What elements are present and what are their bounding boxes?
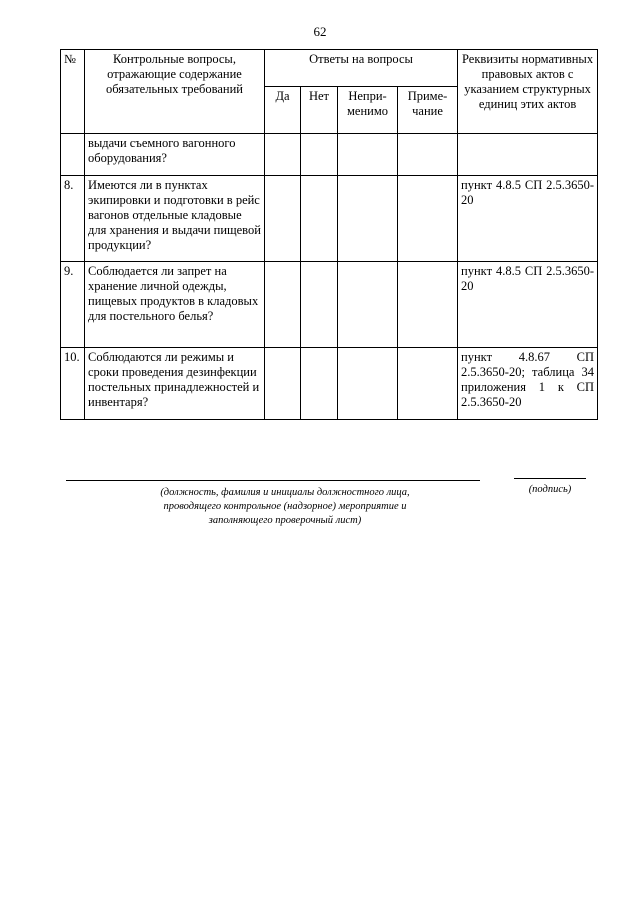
row-question: Соблюдаются ли режимы и сроки проведения дезинфекции постельных принадлежностей и инвентаря? <box>85 348 265 420</box>
header-questions: Контрольные вопросы, отражающие содержание обязательных требований <box>85 50 265 134</box>
page-number: 62 <box>313 24 327 39</box>
row-question: Имеются ли в пунктах экипировки и подготовки в рейс вагонов отдельные кладовые для хранения и выдачи пищевой продукции? <box>85 176 265 262</box>
answer-yes-cell <box>265 348 301 420</box>
answer-note-cell <box>398 134 458 176</box>
answer-no-cell <box>301 134 338 176</box>
table-row <box>61 134 598 176</box>
header-number: № <box>61 50 85 134</box>
row-number: 9. <box>61 262 85 348</box>
row-number <box>61 134 85 176</box>
official-signature-line <box>66 480 480 481</box>
header-requisites: Реквизиты нормативных правовых актов с указанием структурных единиц этих актов <box>458 50 598 134</box>
answer-note-cell <box>398 348 458 420</box>
header-answers: Ответы на вопросы <box>265 50 458 87</box>
answer-not-applicable-cell <box>338 262 398 348</box>
answer-yes-cell <box>265 176 301 262</box>
answer-not-applicable-cell <box>338 176 398 262</box>
table-row <box>61 348 598 420</box>
table-row <box>61 262 598 348</box>
row-requisites: пункт 4.8.5 СП 2.5.3650-20 <box>458 262 598 348</box>
answer-no-cell <box>301 176 338 262</box>
answer-note-cell <box>398 262 458 348</box>
checklist-table <box>60 49 598 420</box>
header-answer-note: Приме-чание <box>398 87 458 134</box>
table-row <box>61 176 598 262</box>
answer-note-cell <box>398 176 458 262</box>
signature-caption: (подпись) <box>528 484 572 495</box>
row-number: 8. <box>61 176 85 262</box>
answer-yes-cell <box>265 262 301 348</box>
row-question: Соблюдается ли запрет на хранение личной одежды, пищевых продуктов в кладовых для постельного белья? <box>85 262 265 348</box>
answer-not-applicable-cell <box>338 348 398 420</box>
header-row <box>61 50 598 87</box>
header-answer-not-applicable: Непри-менимо <box>338 87 398 134</box>
row-requisites <box>458 134 598 176</box>
answer-not-applicable-cell <box>338 134 398 176</box>
header-answer-yes: Да <box>265 87 301 134</box>
header-answer-no: Нет <box>301 87 338 134</box>
row-requisites: пункт 4.8.67 СП 2.5.3650-20; таблица 34 приложения 1 к СП 2.5.3650-20 <box>458 348 598 420</box>
answer-no-cell <box>301 262 338 348</box>
answer-yes-cell <box>265 134 301 176</box>
row-number: 10. <box>61 348 85 420</box>
answer-no-cell <box>301 348 338 420</box>
signature-line <box>514 478 586 479</box>
official-caption: (должность, фамилия и инициалы должностного лица, проводящего контрольное (надзорное) мероприятие и заполняющего проверочный лист) <box>160 487 410 526</box>
row-question: выдачи съемного вагонного оборудования? <box>85 134 265 176</box>
row-requisites: пункт 4.8.5 СП 2.5.3650-20 <box>458 176 598 262</box>
